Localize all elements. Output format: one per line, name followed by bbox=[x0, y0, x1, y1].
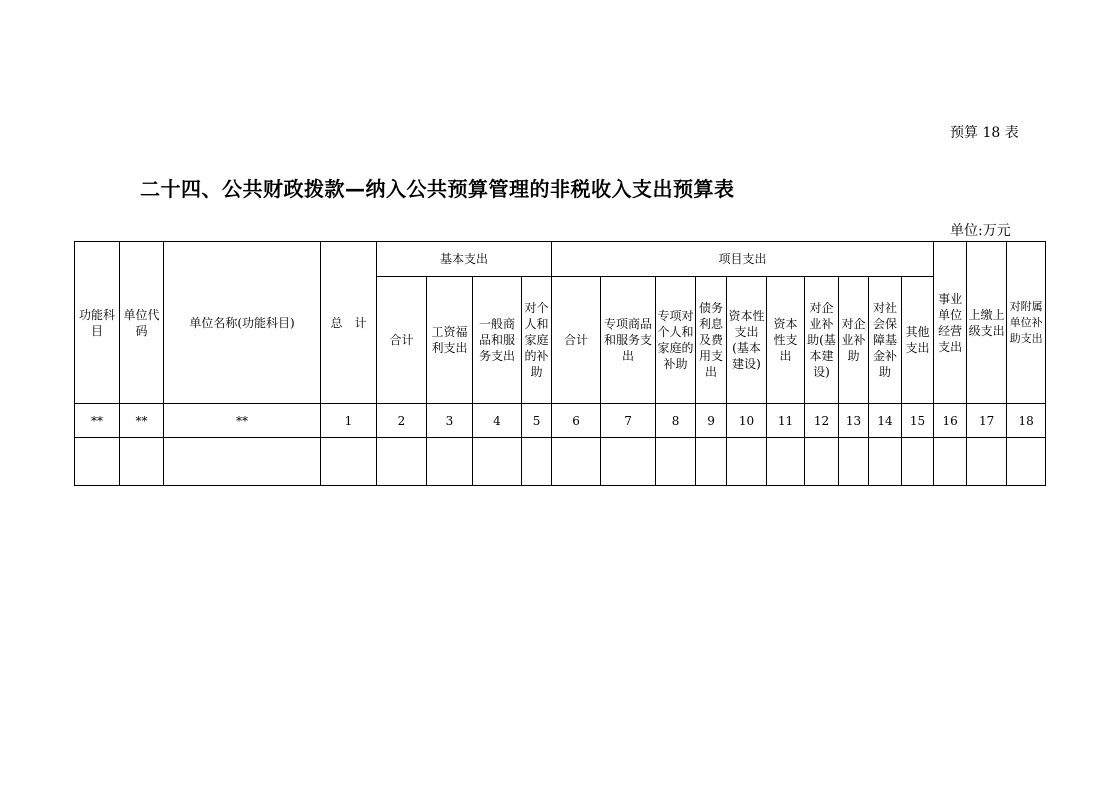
header-subsidiary: 对附属单位补助支出 bbox=[1007, 242, 1046, 404]
code-cell: 12 bbox=[805, 404, 839, 438]
data-cell bbox=[869, 438, 902, 486]
header-unit-name: 单位名称(功能科目) bbox=[164, 242, 321, 404]
header-project-col: 对企业补助 bbox=[839, 277, 869, 404]
code-row bbox=[75, 404, 1046, 438]
header-basic-col: 一般商品和服务支出 bbox=[473, 277, 522, 404]
code-cell: 2 bbox=[377, 404, 427, 438]
code-cell: 3 bbox=[427, 404, 473, 438]
header-group-project: 项目支出 bbox=[552, 242, 934, 277]
code-cell: ** bbox=[75, 404, 120, 438]
budget-table bbox=[74, 241, 1046, 486]
data-cell bbox=[552, 438, 601, 486]
data-cell bbox=[727, 438, 767, 486]
code-cell: ** bbox=[164, 404, 321, 438]
header-upper: 上缴上级支出 bbox=[967, 242, 1007, 404]
header-project-col: 专项商品和服务支出 bbox=[601, 277, 656, 404]
data-cell bbox=[427, 438, 473, 486]
header-total: 总 计 bbox=[321, 242, 377, 404]
data-cell bbox=[696, 438, 727, 486]
header-basic-col: 合计 bbox=[377, 277, 427, 404]
data-cell bbox=[522, 438, 552, 486]
data-row bbox=[75, 438, 1046, 486]
data-cell bbox=[120, 438, 164, 486]
data-cell bbox=[902, 438, 934, 486]
header-enterprise: 事业单位经营支出 bbox=[934, 242, 967, 404]
data-cell bbox=[934, 438, 967, 486]
code-cell: 15 bbox=[902, 404, 934, 438]
header-project-col: 对社会保障基金补助 bbox=[869, 277, 902, 404]
form-number: 预算 18 表 bbox=[950, 125, 1019, 141]
code-cell: 5 bbox=[522, 404, 552, 438]
code-cell: 4 bbox=[473, 404, 522, 438]
code-cell: 8 bbox=[656, 404, 696, 438]
code-cell: 7 bbox=[601, 404, 656, 438]
code-cell: 17 bbox=[967, 404, 1007, 438]
code-cell: 11 bbox=[767, 404, 805, 438]
code-cell: 18 bbox=[1007, 404, 1046, 438]
header-basic-col: 对个人和家庭的补助 bbox=[522, 277, 552, 404]
data-cell bbox=[321, 438, 377, 486]
header-project-col: 合计 bbox=[552, 277, 601, 404]
header-project-col: 专项对个人和家庭的补助 bbox=[656, 277, 696, 404]
data-cell bbox=[164, 438, 321, 486]
header-basic-col: 工资福利支出 bbox=[427, 277, 473, 404]
code-cell: 14 bbox=[869, 404, 902, 438]
data-cell bbox=[805, 438, 839, 486]
header-project-col: 资本性支出 bbox=[767, 277, 805, 404]
data-cell bbox=[656, 438, 696, 486]
code-cell: 13 bbox=[839, 404, 869, 438]
header-unit-code: 单位代码 bbox=[120, 242, 164, 404]
data-cell bbox=[1007, 438, 1046, 486]
header-project-col: 其他支出 bbox=[902, 277, 934, 404]
code-cell: 1 bbox=[321, 404, 377, 438]
code-cell: ** bbox=[120, 404, 164, 438]
header-project-col: 对企业补助(基本建设) bbox=[805, 277, 839, 404]
code-cell: 9 bbox=[696, 404, 727, 438]
data-cell bbox=[377, 438, 427, 486]
header-func: 功能科目 bbox=[75, 242, 120, 404]
code-cell: 10 bbox=[727, 404, 767, 438]
data-cell bbox=[839, 438, 869, 486]
unit-label: 单位:万元 bbox=[950, 223, 1011, 239]
page-title: 二十四、公共财政拨款—纳入公共预算管理的非税收入支出预算表 bbox=[140, 177, 735, 201]
header-group-basic: 基本支出 bbox=[377, 242, 552, 277]
header-project-col: 债务利息及费用支出 bbox=[696, 277, 727, 404]
data-cell bbox=[767, 438, 805, 486]
header-project-col: 资本性支出(基本建设) bbox=[727, 277, 767, 404]
data-cell bbox=[473, 438, 522, 486]
header-row-1 bbox=[75, 242, 1046, 277]
data-cell bbox=[75, 438, 120, 486]
code-cell: 6 bbox=[552, 404, 601, 438]
code-cell: 16 bbox=[934, 404, 967, 438]
data-cell bbox=[967, 438, 1007, 486]
data-cell bbox=[601, 438, 656, 486]
